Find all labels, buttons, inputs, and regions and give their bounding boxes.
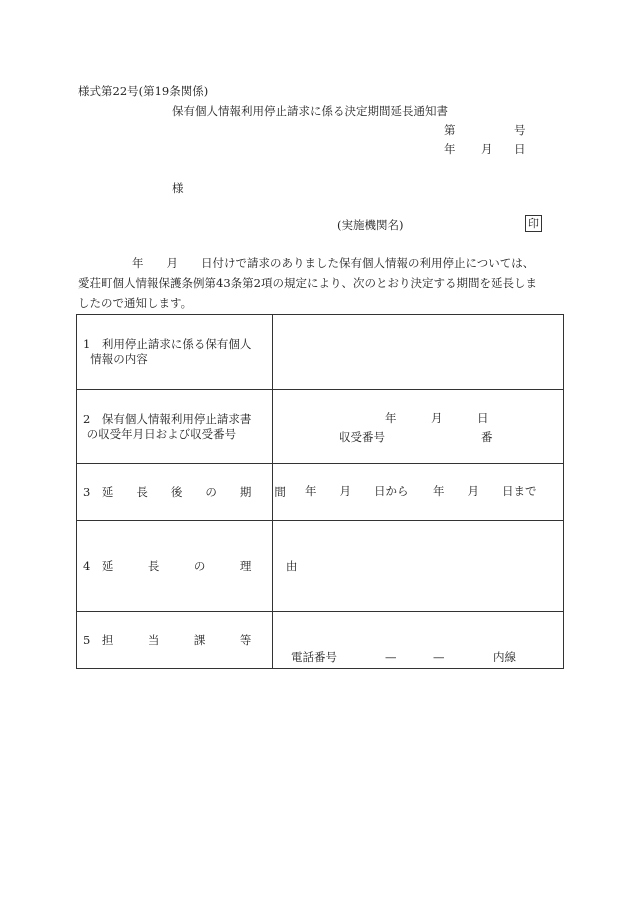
- row-label-content: 1 利用停止請求に係る保有個人 情報の内容: [77, 315, 273, 390]
- row-value-period: [273, 464, 564, 521]
- receipt-date: 年 月 日: [385, 411, 489, 425]
- seal-mark: 印: [525, 215, 542, 232]
- row-value-receipt: [273, 390, 564, 464]
- row-label-period: 3 延 長 後 の 期 間: [77, 464, 273, 521]
- row-value-department: [273, 612, 564, 669]
- receipt-number-suffix: 番: [481, 430, 493, 444]
- phone-dash-1: —: [385, 650, 397, 664]
- period-from: 年 月 日から: [305, 484, 409, 498]
- body-line-2: 愛荘町個人情報保護条例第43条第2項の規定により、次のとおり決定する期間を延長しま: [78, 276, 537, 290]
- row-label-reason: 4 延 長 の 理 由: [77, 521, 273, 612]
- number-suffix: 号: [514, 123, 526, 137]
- row-value-reason: [273, 521, 564, 612]
- number-prefix: 第: [444, 123, 456, 137]
- table-row: [77, 315, 564, 390]
- body-line-3: したので通知します。: [78, 296, 193, 310]
- table-row: [77, 521, 564, 612]
- document-title: 保有個人情報利用停止請求に係る決定期間延長通知書: [172, 104, 448, 118]
- details-table: [76, 314, 564, 669]
- notice-body: [78, 253, 556, 313]
- date-year: 年: [444, 142, 456, 156]
- row-label-receipt: 2 保有個人情報利用停止請求書 の収受年月日および収受番号: [77, 390, 273, 464]
- date-day: 日: [514, 142, 526, 156]
- date-month: 月: [481, 142, 493, 156]
- body-line-1: 年 月 日付けで請求のありました保有個人情報の利用停止については、: [132, 256, 535, 270]
- receipt-number-label: 収受番号: [339, 430, 385, 444]
- addressee-suffix: 様: [172, 181, 184, 195]
- row-label-department: 5 担 当 課 等: [77, 612, 273, 669]
- form-number: 様式第22号(第19条関係): [78, 84, 209, 98]
- table-row: [77, 390, 564, 464]
- table-row: [77, 612, 564, 669]
- row-value-content: [273, 315, 564, 390]
- period-to: 年 月 日まで: [433, 484, 537, 498]
- phone-label: 電話番号: [291, 650, 337, 664]
- table-row: [77, 464, 564, 521]
- institution-name: (実施機関名): [337, 218, 404, 232]
- extension-label: 内線: [493, 650, 516, 664]
- phone-dash-2: —: [433, 650, 445, 664]
